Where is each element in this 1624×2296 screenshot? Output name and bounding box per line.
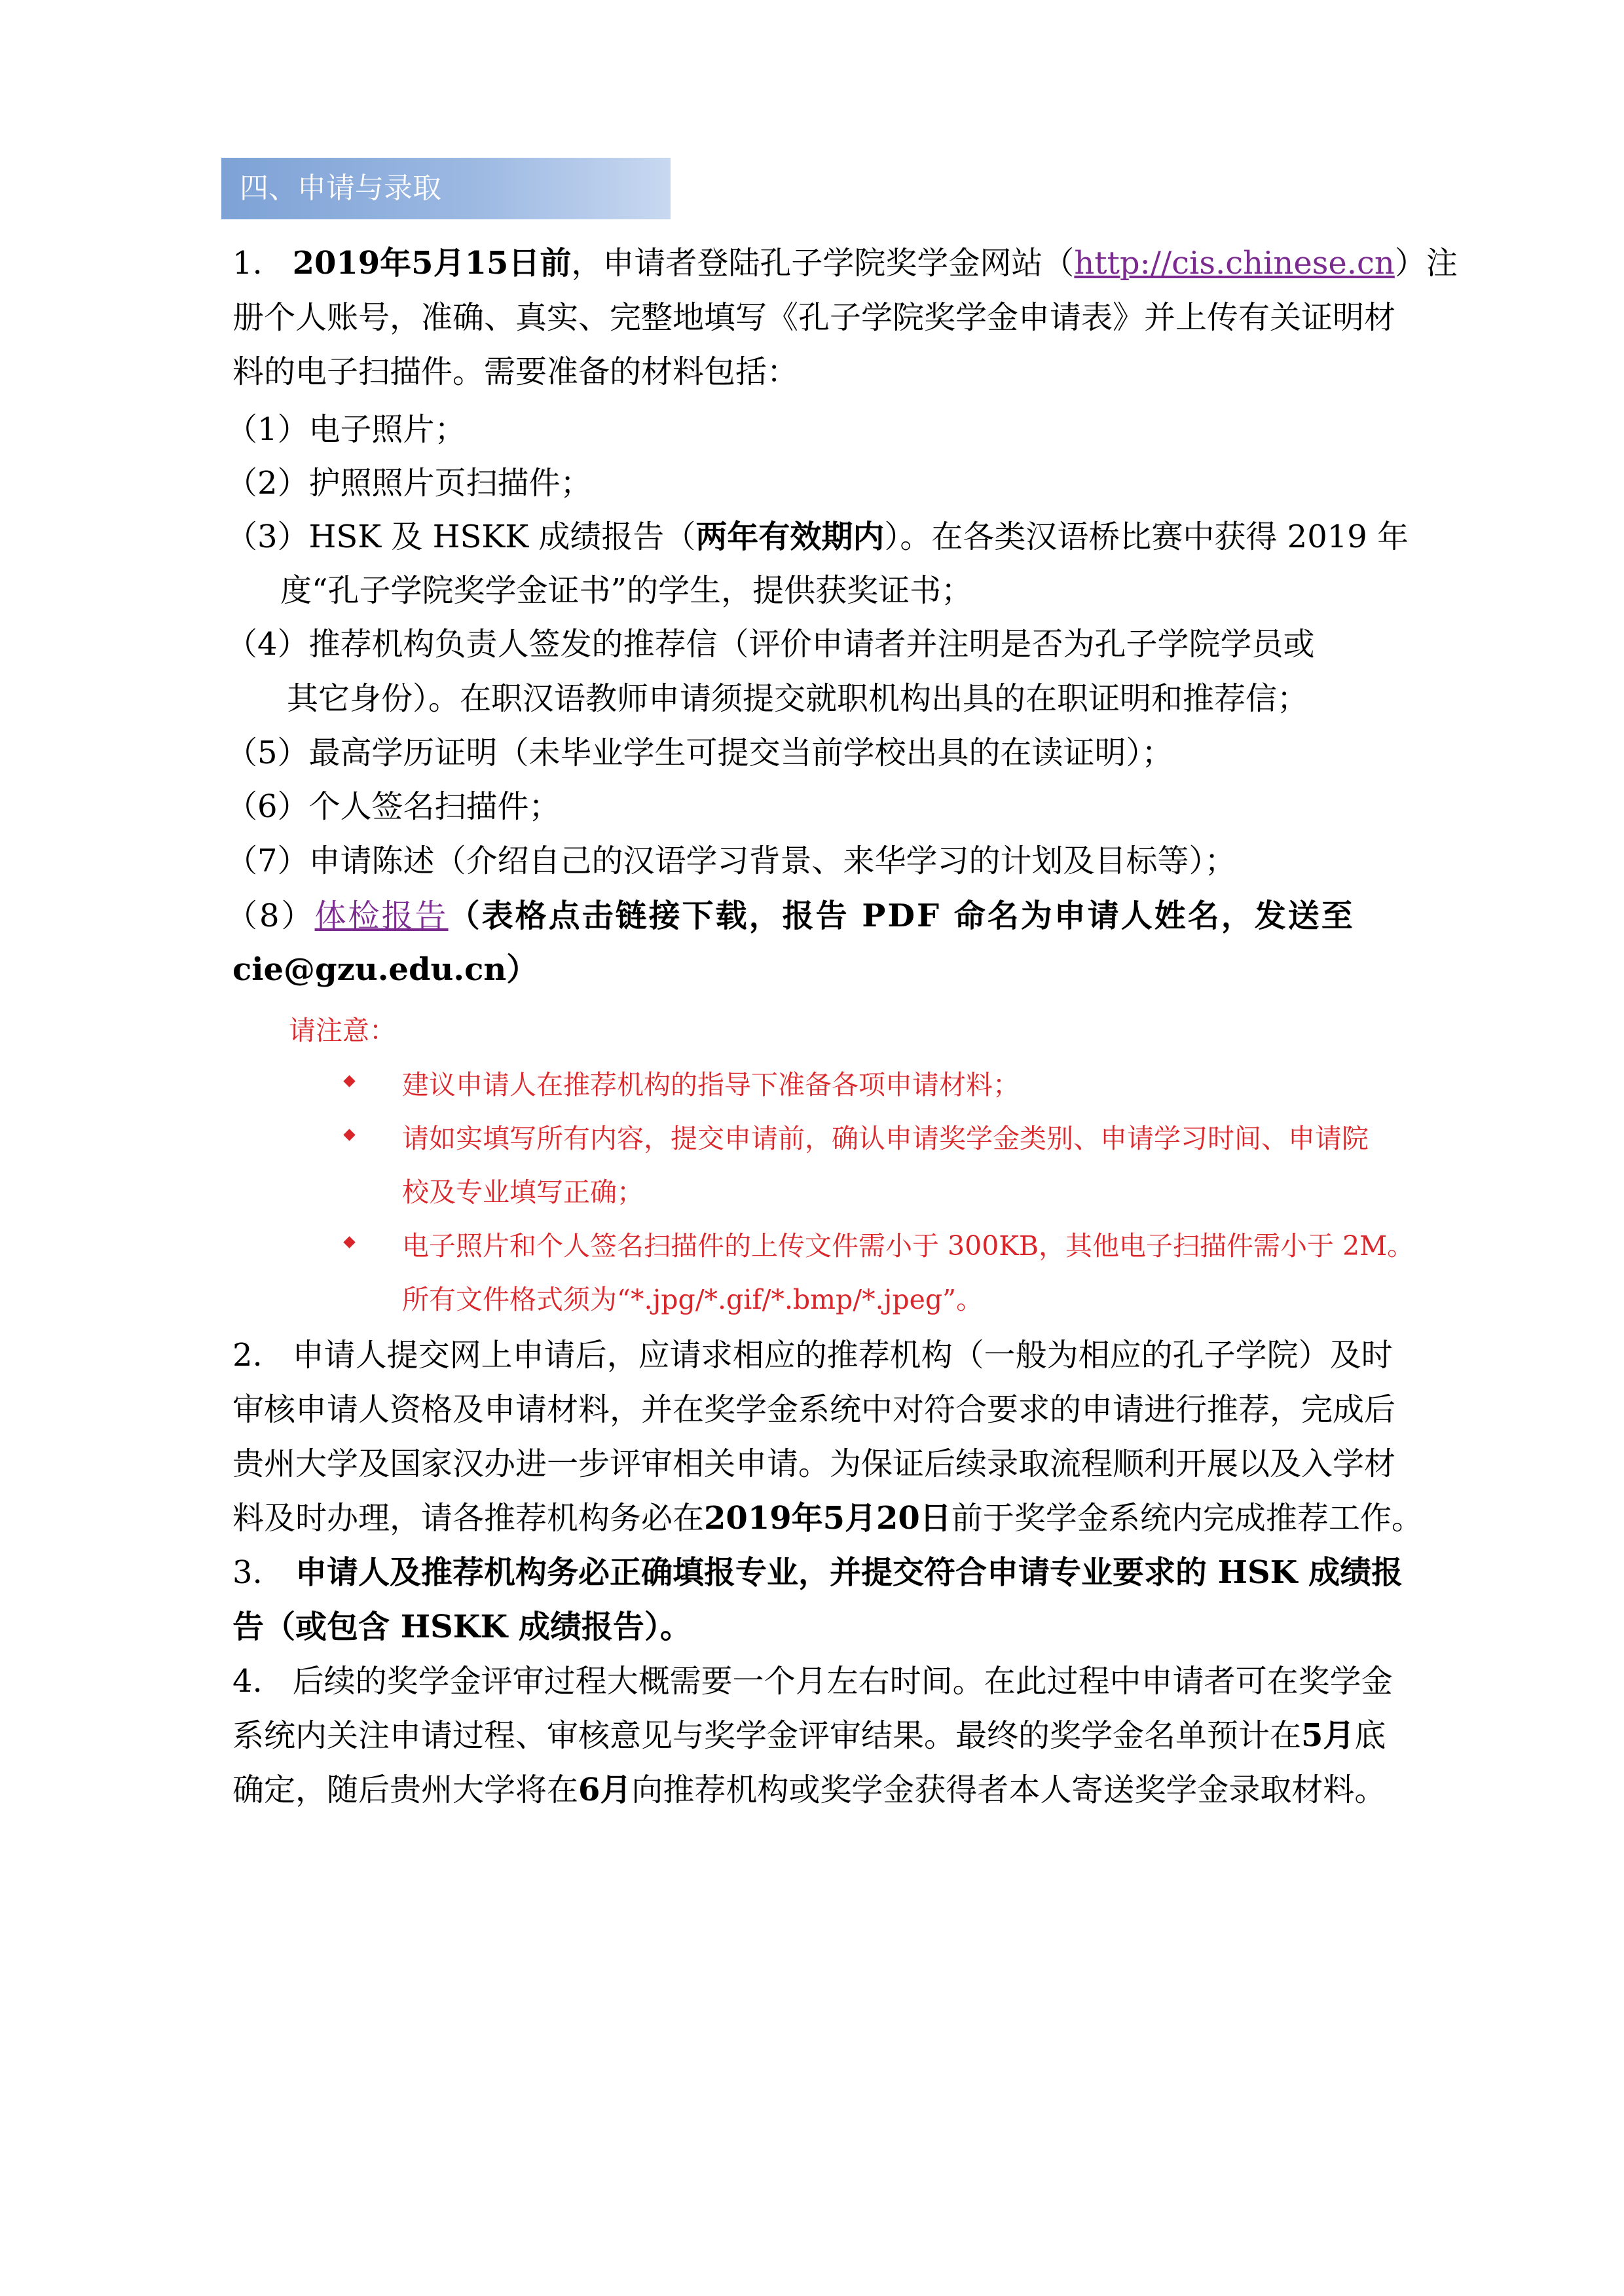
item1-line3: 料的电子扫描件。需要准备的材料包括： <box>232 354 799 390</box>
item2-number: 2. <box>232 1337 263 1374</box>
material-item-5: （5）最高学历证明（未毕业学生可提交当前学校出具的在读证明）； <box>226 735 1173 771</box>
validity-note: 两年有效期内 <box>695 519 885 555</box>
material-item-3-cont: 度“孔子学院奖学金证书”的学生，提供获奖证书； <box>280 572 973 609</box>
material-item-1: （1）电子照片； <box>226 411 466 448</box>
note-bullet-3-cont: 所有文件格式须为“*.jpg/*.gif/*.bmp/*.jpeg”。 <box>402 1284 984 1315</box>
item3-number: 3. <box>232 1554 263 1591</box>
bullet-diamond-icon <box>343 1129 355 1140</box>
section-title: 四、申请与录取 <box>240 172 441 205</box>
item2-line2: 审核申请人资格及申请材料，并在奖学金系统中对符合要求的申请进行推荐，完成后 <box>232 1391 1396 1428</box>
material-item-6: （6）个人签名扫描件； <box>226 788 561 825</box>
item1-line1 <box>232 244 1458 283</box>
note-bullet-2-cont: 校及专业填写正确； <box>402 1176 644 1208</box>
scholarship-website-link[interactable]: http://cis.chinese.cn <box>1074 245 1395 282</box>
section-header <box>221 158 671 219</box>
item4-number: 4. <box>232 1663 263 1700</box>
item4-line1: 4. 后续的奖学金评审过程大概需要一个月左右时间。在此过程中申请者可在奖学金 <box>232 1663 1393 1700</box>
item2-line3: 贵州大学及国家汉办进一步评审相关申请。为保证后续录取流程顺利开展以及入学材 <box>232 1446 1396 1482</box>
item2-line4: 料及时办理，请各推荐机构务必在2019年5月20日前于奖学金系统内完成推荐工作。 <box>232 1500 1423 1537</box>
item3-line2: 告（或包含 HSKK 成绩报告）。 <box>232 1609 692 1645</box>
item4-line3: 确定，随后贵州大学将在6月向推荐机构或奖学金获得者本人寄送奖学金录取材料。 <box>232 1772 1386 1808</box>
material-item-4-cont: 其它身份）。在职汉语教师申请须提交就职机构出具的在职证明和推荐信； <box>287 680 1309 717</box>
material-item-7: （7）申请陈述（介绍自己的汉语学习背景、来华学习的计划及目标等）； <box>226 843 1236 879</box>
bullet-diamond-icon <box>343 1075 355 1087</box>
item1-text-end: ）注 <box>1394 245 1458 282</box>
item4-line2: 系统内关注申请过程、审核意见与奖学金评审结果。最终的奖学金名单预计在5月底 <box>232 1717 1386 1754</box>
note-bullet-2: 请如实填写所有内容，提交申请前，确认申请奖学金类别、申请学习时间、申请院 <box>402 1123 1369 1154</box>
material-item-2: （2）护照照片页扫描件； <box>226 465 592 501</box>
bullet-diamond-icon <box>343 1236 355 1248</box>
recommendation-deadline: 2019年5月20日 <box>704 1500 951 1537</box>
note-label: 请注意： <box>289 1015 396 1046</box>
material-item-8: （8）体检报告（表格点击链接下载，报告 PDF 命名为申请人姓名，发送至 <box>226 898 1355 934</box>
item1-text: ，申请者登陆孔子学院奖学金网站（ <box>571 245 1075 282</box>
medical-report-link[interactable]: 体检报告 <box>314 898 449 934</box>
item1-line2: 册个人账号，准确、真实、完整地填写《孔子学院奖学金申请表》并上传有关证明材 <box>232 299 1396 336</box>
item3-line1: 3. 申请人及推荐机构务必正确填报专业，并提交符合申请专业要求的 HSK 成绩报 <box>232 1554 1403 1591</box>
material-item-4: （4）推荐机构负责人签发的推荐信（评价申请者并注明是否为孔子学院学员或 <box>226 626 1315 663</box>
item2-line1: 2. 申请人提交网上申请后，应请求相应的推荐机构（一般为相应的孔子学院）及时 <box>232 1337 1393 1374</box>
material-item-3: （3）HSK 及 HSKK 成绩报告（两年有效期内）。在各类汉语桥比赛中获得 2019 年 <box>226 519 1409 555</box>
item1-deadline: 2019年5月15日前 <box>292 245 572 282</box>
item1-number: 1. <box>232 245 263 282</box>
note-bullet-3: 电子照片和个人签名扫描件的上传文件需小于 300KB，其他电子扫描件需小于 2M。 <box>402 1230 1414 1262</box>
note-bullet-1: 建议申请人在推荐机构的指导下准备各项申请材料； <box>402 1069 1020 1101</box>
contact-email: cie@gzu.edu.cn） <box>232 951 538 988</box>
